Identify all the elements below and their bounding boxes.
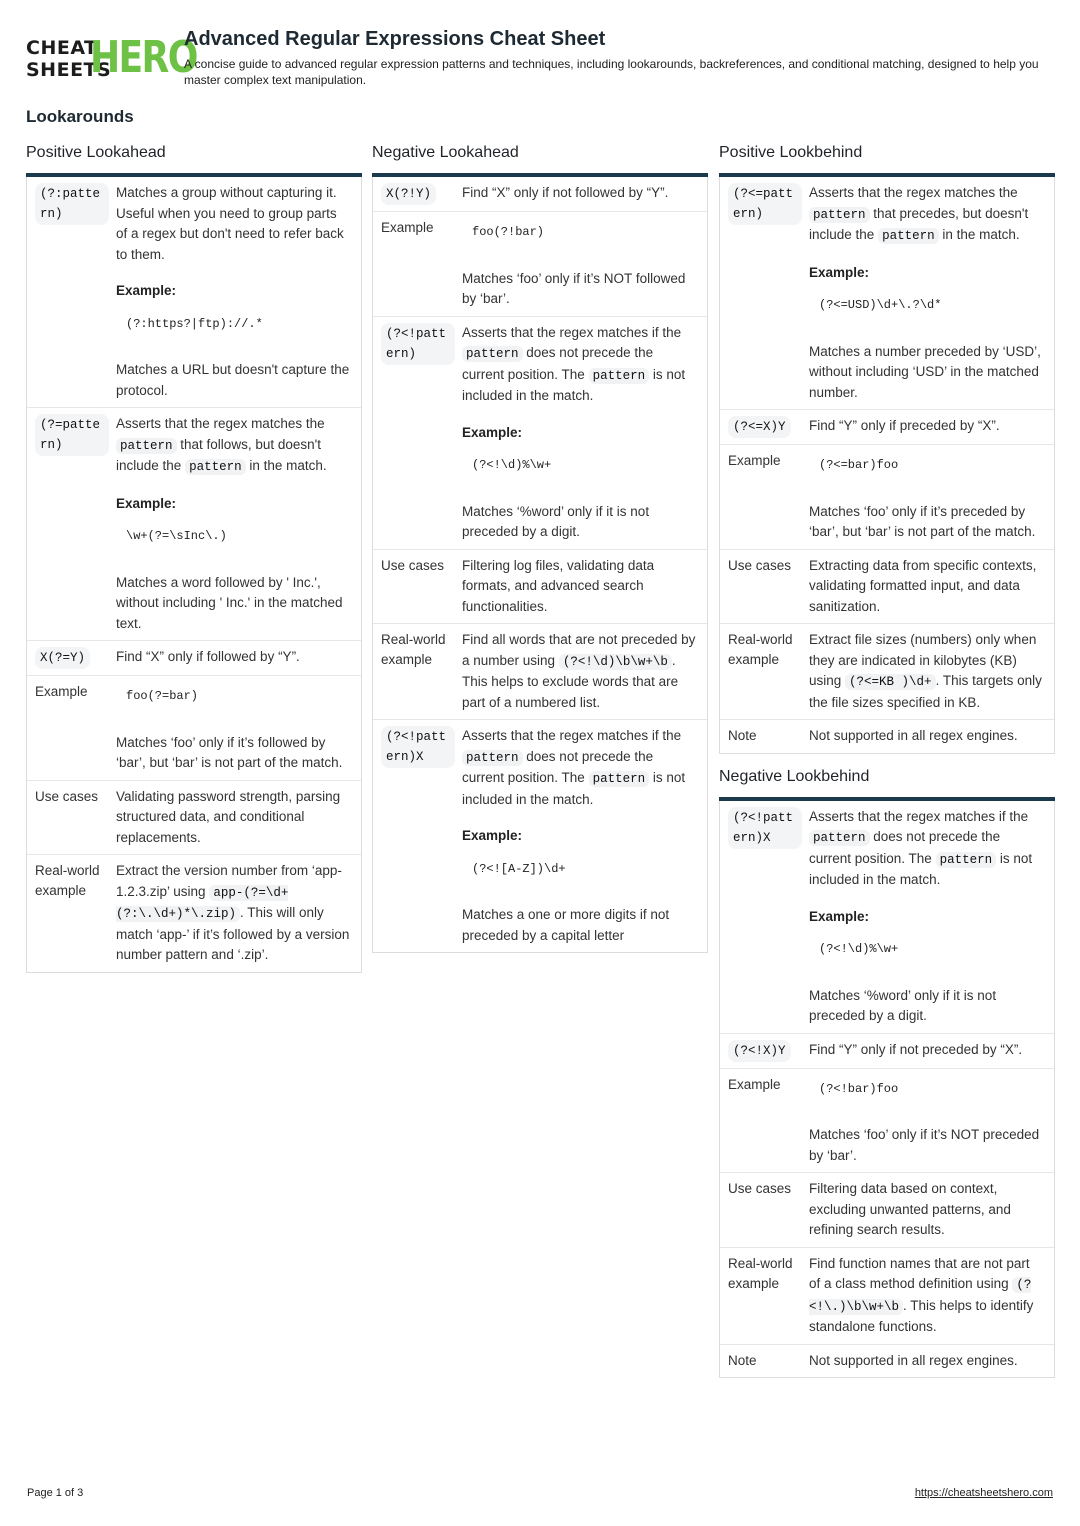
- row-description: Extracting data from specific contexts, validating formatted input, and data sanitization.: [809, 557, 1037, 614]
- row-description: Find “Y” only if not preceded by “X”.: [809, 1041, 1023, 1057]
- desc-text: . This helps to identify standalone functions.: [809, 1297, 1034, 1334]
- inline-code: app-(?=\d+(?:\.\d+)*\.zip): [116, 885, 289, 921]
- desc-text: that follows, but doesn't include the: [116, 436, 321, 473]
- row-key: Real-world example: [35, 863, 100, 898]
- row-description: [462, 630, 707, 713]
- inline-code: pattern: [878, 228, 939, 244]
- section-title: Lookarounds: [26, 107, 134, 126]
- example-description: Matches a word followed by ' Inc.', without including ' Inc.' in the matched text.: [116, 574, 343, 631]
- example-code: (?<![A-Z])\d+: [472, 861, 566, 876]
- table-row: [720, 445, 1054, 550]
- inline-code: pattern: [185, 459, 246, 475]
- table-row: [720, 801, 1054, 1034]
- row-key: Example: [728, 1076, 781, 1092]
- page-title: Advanced Regular Expressions Cheat Sheet: [184, 28, 606, 50]
- column-negative-lookahead: [372, 142, 708, 953]
- page-number: Page 1 of 3: [27, 1487, 84, 1499]
- row-key-code: (?<!pattern): [381, 323, 455, 365]
- row-description: Not supported in all regex engines.: [809, 1352, 1018, 1368]
- inline-code: (?<!\.)\b\w+\b: [809, 1278, 1032, 1314]
- example-description: Matches ‘foo’ only if it’s NOT followed by ‘bar’.: [462, 270, 686, 306]
- card-title: Positive Lookahead: [26, 144, 166, 161]
- table-row: [720, 1173, 1054, 1248]
- table-row: [27, 177, 361, 408]
- row-description: Find “Y” only if preceded by “X”.: [809, 418, 1000, 433]
- table-row: [720, 1248, 1054, 1345]
- row-key: Example: [381, 220, 434, 235]
- table-row: [27, 408, 361, 641]
- row-key: Note: [728, 1352, 757, 1368]
- table-row: [373, 317, 707, 550]
- row-key-code: (?<!X)Y: [728, 1040, 791, 1062]
- example-code: foo(?!bar): [472, 225, 545, 239]
- row-key: Use cases: [728, 1181, 792, 1196]
- footer-link[interactable]: https://cheatsheetshero.com: [914, 1487, 1053, 1499]
- table-row: [373, 550, 707, 625]
- table-row: [373, 212, 707, 317]
- inline-code: pattern: [589, 771, 650, 787]
- desc-text: Asserts that the regex matches if the: [809, 808, 1029, 824]
- inline-code: pattern: [462, 346, 523, 362]
- row-key-code: (?<!pattern)X: [728, 807, 802, 849]
- table-row: [720, 177, 1054, 410]
- table-row: [373, 177, 707, 212]
- table-row: [27, 855, 361, 972]
- example-description: Matches ‘foo’ only if it’s preceded by ‘bar’, but ‘bar’ is not part of the match.: [809, 503, 1036, 539]
- column-positive-lookahead: [26, 142, 362, 973]
- table-row: [720, 1345, 1054, 1378]
- row-description: Find “X” only if followed by “Y”.: [116, 649, 300, 664]
- desc-text: . This will only match ‘app-’ if it’s followed by a version number pattern and ‘.zip’.: [116, 905, 350, 962]
- table-row: [720, 720, 1054, 753]
- card-positive-lookbehind: [719, 177, 1055, 754]
- inline-code: pattern: [462, 750, 523, 766]
- desc-text: does not precede the current position. The: [462, 345, 654, 382]
- inline-code: pattern: [936, 852, 997, 868]
- desc-text: . This helps to exclude words that are part of a numbered list.: [462, 652, 679, 710]
- row-key-code: X(?!Y): [381, 183, 436, 205]
- card-title: Negative Lookahead: [372, 144, 519, 161]
- row-description: [809, 1254, 1054, 1338]
- example-label: Example:: [462, 424, 523, 440]
- row-key: Example: [728, 453, 781, 468]
- column-lookbehind: [719, 142, 1055, 1378]
- desc-text: does not precede the current position. The: [809, 829, 1001, 866]
- example-label: Example:: [116, 283, 177, 298]
- card-title: Positive Lookbehind: [719, 144, 863, 161]
- desc-text: in the match.: [942, 227, 1020, 242]
- card-title: Negative Lookbehind: [719, 767, 870, 785]
- desc-text: Asserts that the regex matches the: [809, 185, 1018, 200]
- row-key: Real-world example: [728, 1255, 793, 1291]
- example-code: (?<=USD)\d+\.?\d*: [819, 298, 942, 312]
- example-code: \w+(?=\sInc\.): [126, 529, 227, 543]
- row-key: Real-world example: [728, 632, 793, 667]
- row-description: [116, 861, 361, 966]
- example-code: (?<!\d)%\w+: [819, 942, 899, 956]
- row-key-code: X(?=Y): [35, 647, 90, 669]
- inline-code: pattern: [809, 830, 870, 846]
- row-description: [462, 726, 697, 810]
- table-row: [720, 624, 1054, 720]
- logo-line2: SHEETS: [26, 59, 112, 81]
- desc-text: does not precede the current position. The: [462, 748, 654, 785]
- table-row: [27, 676, 361, 781]
- row-description: [809, 630, 1054, 713]
- table-row: [373, 720, 707, 952]
- row-key-code: (?:pattern): [35, 183, 109, 225]
- example-label: Example:: [809, 264, 870, 280]
- table-row: [27, 781, 361, 856]
- inline-code: (?<=KB )\d+: [845, 674, 936, 690]
- row-description: [116, 414, 351, 478]
- desc-text: in the match.: [249, 458, 327, 473]
- desc-text: Asserts that the regex matches the: [116, 416, 325, 431]
- desc-text: . This targets only the file sizes specified in KB.: [809, 673, 1042, 710]
- logo-line1: CHEAT: [26, 37, 98, 59]
- row-key-code: (?<!pattern)X: [381, 726, 455, 768]
- table-row: [720, 1034, 1054, 1069]
- row-key-code: (?<=pattern): [728, 183, 802, 225]
- page-subtitle: A concise guide to advanced regular expression patterns and techniques, including lookarounds, backreferences, and conditional matching, designed to help you master complex text manipulation.: [184, 57, 1039, 87]
- example-code: (?<!bar)foo: [819, 1081, 899, 1096]
- row-key: Use cases: [381, 557, 445, 573]
- table-row: [720, 1069, 1054, 1174]
- row-description: Validating password strength, parsing structured data, and conditional replacements.: [116, 788, 341, 845]
- row-key: Example: [35, 684, 88, 699]
- desc-text: that precedes, but doesn't include the: [809, 205, 1029, 242]
- inline-code: (?<!\d)\b\w+\b: [559, 654, 672, 670]
- card-negative-lookahead: [372, 177, 708, 953]
- inline-code: pattern: [589, 368, 650, 384]
- card-negative-lookbehind: [719, 801, 1055, 1379]
- example-description: Matches a number preceded by ‘USD’, without including ‘USD’ in the matched number.: [809, 343, 1041, 400]
- table-row: [373, 624, 707, 720]
- inline-code: pattern: [116, 438, 177, 454]
- row-description: [462, 323, 697, 407]
- row-description: [809, 183, 1044, 247]
- row-description: Filtering data based on context, excluding unwanted patterns, and refining search results.: [809, 1181, 1011, 1237]
- row-key: Use cases: [35, 788, 99, 804]
- table-row: [720, 410, 1054, 445]
- example-description: Matches ‘foo’ only if it’s NOT preceded by ‘bar’.: [809, 1127, 1040, 1163]
- row-description: Find “X” only if not followed by “Y”.: [462, 185, 669, 200]
- page-header: [26, 28, 1054, 92]
- inline-code: pattern: [809, 207, 870, 223]
- desc-text: Asserts that the regex matches if the: [462, 324, 682, 340]
- example-code: (?<!\d)%\w+: [472, 458, 552, 472]
- example-label: Example:: [116, 495, 177, 511]
- desc-text: Asserts that the regex matches if the: [462, 728, 682, 743]
- row-key: Use cases: [728, 557, 792, 573]
- row-key: Real-world example: [381, 632, 446, 667]
- desc-text: is not included in the match.: [462, 366, 686, 403]
- desc-text: Find function names that are not part of a class method definition using: [809, 1255, 1030, 1291]
- cheatsheetshero-logo[interactable]: [26, 32, 197, 83]
- row-key-code: (?<=X)Y: [728, 416, 791, 438]
- example-code: (?:https?|ftp)://.*: [126, 316, 263, 331]
- example-label: Example:: [809, 908, 870, 924]
- card-positive-lookahead: [26, 177, 362, 973]
- row-key: Note: [728, 728, 757, 743]
- row-description: Matches a group without capturing it. Useful when you need to group parts of a regex but don't need to refer back to them.: [116, 185, 344, 262]
- row-description: Not supported in all regex engines.: [809, 728, 1018, 743]
- desc-text: Extract file sizes (numbers) only when they are indicated in kilobytes (KB) using: [809, 632, 1037, 688]
- example-description: Matches ‘%word’ only if it is not preceded by a digit.: [462, 503, 650, 539]
- subcard-negative-lookbehind: [719, 766, 1055, 1379]
- desc-text: Extract the version number from ‘app-1.2.3.zip’ using: [116, 863, 342, 899]
- row-description: [809, 807, 1044, 891]
- example-code: foo(?=bar): [126, 689, 199, 703]
- table-row: [720, 550, 1054, 625]
- desc-text: is not included in the match.: [462, 770, 686, 807]
- example-description: Matches ‘%word’ only if it is not preceded by a digit.: [809, 987, 997, 1023]
- example-label: Example:: [462, 828, 523, 843]
- row-key-code: (?=pattern): [35, 414, 109, 456]
- example-code: (?<=bar)foo: [819, 458, 899, 472]
- example-description: Matches ‘foo’ only if it’s followed by ‘bar’, but ‘bar’ is not part of the match.: [116, 734, 343, 770]
- table-row: [27, 641, 361, 676]
- example-description: Matches a one or more digits if not preceded by a capital letter: [462, 907, 670, 943]
- example-description: Matches a URL but doesn't capture the protocol.: [116, 362, 350, 398]
- desc-text: is not included in the match.: [809, 850, 1033, 887]
- logo-hero: HERO: [90, 32, 197, 83]
- row-description: Filtering log files, validating data formats, and advanced search functionalities.: [462, 557, 655, 614]
- desc-text: Find all words that are not preceded by a number using: [462, 632, 696, 668]
